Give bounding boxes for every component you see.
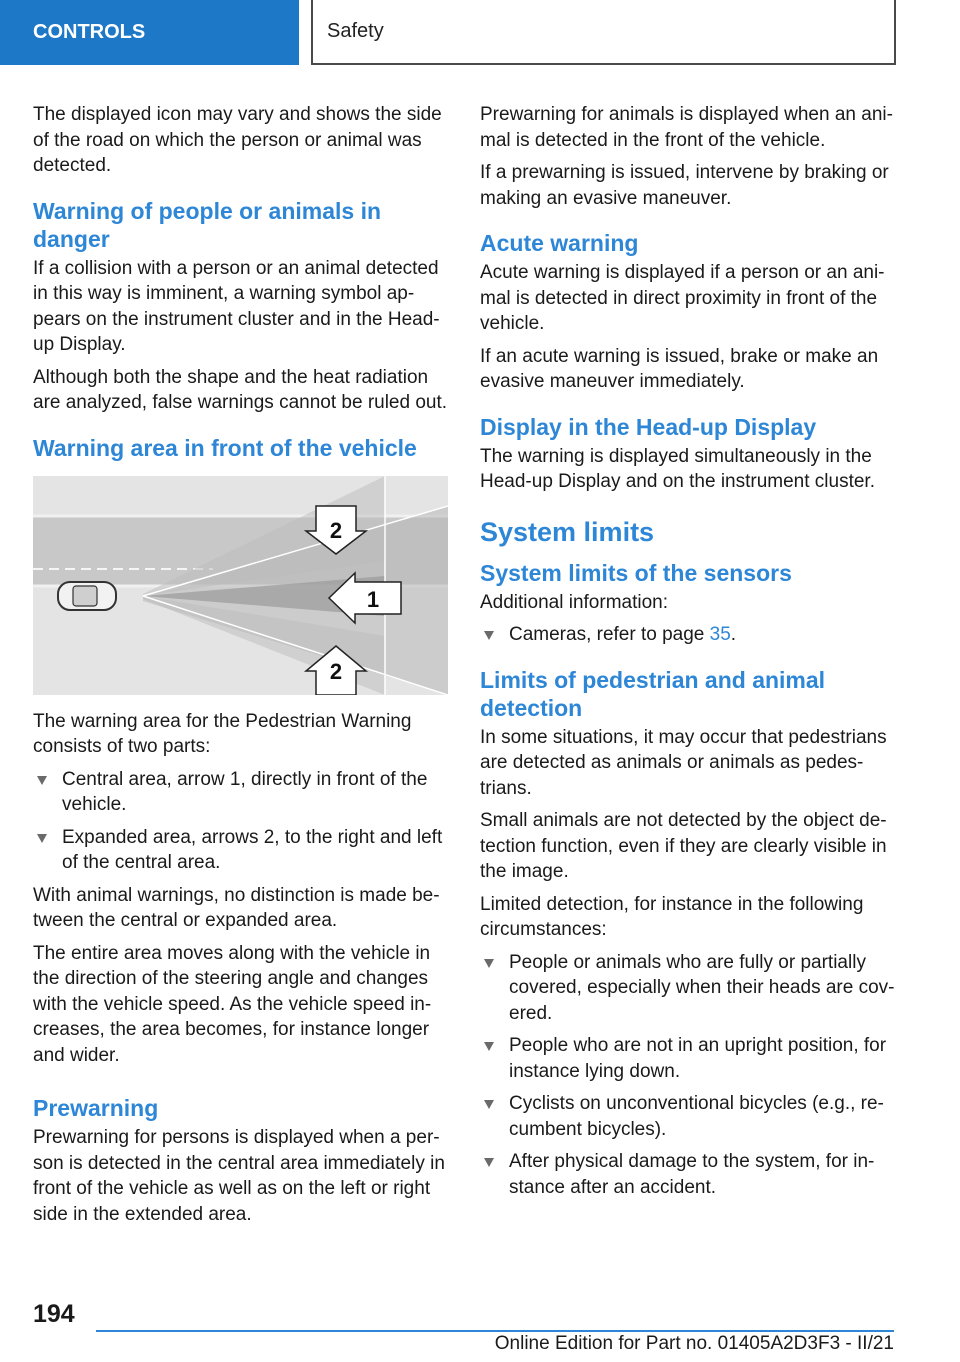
heading-system-limits: System limits [480,516,655,547]
right-column [480,102,896,1207]
detection-list [480,950,896,1201]
page-link[interactable]: 35 [709,624,731,645]
heading-warning-area: Warning area in front of the vehicle [33,434,417,461]
bullet-triangle-icon [484,959,494,968]
heading-detection-limits: Limits of pedestrian and animal detection [480,666,826,721]
intro-paragraph: The displayed icon may vary and shows the side of the road on which the person or animal was detected. [33,104,442,176]
sensor-paragraph: Additional information: [480,591,668,613]
bullet-triangle-icon [484,1100,494,1109]
bullet-triangle-icon [484,1158,494,1167]
arrow-label-2-top: 2 [329,517,343,543]
left-column [33,102,448,1234]
car-icon [58,582,116,610]
list-item: Expanded area, arrows 2, to the right and left of the central area. [33,825,448,876]
detection-paragraph-1: In some situations, it may occur that pedestrians are detected as animals or animals as pedes-trians. [480,726,887,799]
page-number: 194 [33,1300,75,1328]
bullet-triangle-icon [484,631,494,640]
prewarning-paragraph-1: Prewarning for persons is displayed when a per-son is detected in the central area immediately in front of the vehicle as well as on the left or right side in the extended area. [33,1127,445,1225]
area-paragraph-2: With animal warnings, no distinction is made be-tween the central or expanded area. [33,884,440,931]
bullet-triangle-icon [484,1042,494,1051]
chapter-tab [311,0,896,65]
prewarning-paragraph-3: If a prewarning is issued, intervene by braking or making an evasive maneuver. [480,162,889,209]
acute-paragraph-2: If an acute warning is issued, brake or make an evasive maneuver immediately. [480,345,879,392]
prewarning-paragraph-2: Prewarning for animals is displayed when an ani-mal is detected in the front of the vehicle. [480,104,893,151]
area-list [33,767,448,876]
list-item: After physical damage to the system, for in-stance after an accident. [480,1149,896,1200]
chapter-title: Safety [327,20,384,42]
bullet-triangle-icon [37,834,47,843]
sensor-list [480,622,896,648]
acute-paragraph-1: Acute warning is displayed if a person or an ani-mal is detected in direct proximity in front of the vehicle. [480,262,885,334]
danger-paragraph-2: Although both the shape and the heat radiation are analyzed, false warnings cannot be ruled out. [33,366,448,413]
list-item: People or animals who are fully or partially covered, especially when their heads are cov-ered. [480,950,896,1027]
list-item: Cyclists on unconventional bicycles (e.g., re-cumbent bicycles). [480,1091,896,1142]
detection-paragraph-3: Limited detection, for instance in the following circumstances: [480,893,864,940]
danger-paragraph-1: If a collision with a person or an animal detected in this way is imminent, a warning symbol ap-pears on the instrument cluster and in the Head-up Display. [33,257,440,355]
list-item: Central area, arrow 1, directly in front of the vehicle. [33,767,448,818]
heading-danger: Warning of people or animals in danger [33,197,382,252]
arrow-label-1: 1 [366,586,380,612]
footer-edition: Online Edition for Part no. 01405A2D3F3 - II/21 [494,1333,894,1354]
area-paragraph-3: The entire area moves along with the vehicle in the direction of the steering angle and changes with the vehicle speed. As the vehicle speed in-creases, the area becomes, for instance longer and wider. [33,942,432,1066]
list-item: People who are not in an upright position, for instance lying down. [480,1033,896,1084]
detection-paragraph-2: Small animals are not detected by the object de-tection function, even if they are clearly visible in the image. [480,810,887,882]
warning-area-diagram [33,476,448,695]
hud-paragraph: The warning is displayed simultaneously in the Head-up Display and on the instrument cluster. [480,445,875,492]
heading-sensor-limits: System limits of the sensors [480,559,792,586]
area-paragraph-1: The warning area for the Pedestrian Warning consists of two parts: [33,710,412,757]
heading-acute-warning: Acute warning [480,230,639,256]
section-title: CONTROLS [33,21,146,43]
list-item: Cameras, refer to page 35. [480,622,896,648]
bullet-triangle-icon [37,776,47,785]
heading-hud: Display in the Head-up Display [480,413,817,440]
arrow-label-2-bottom: 2 [329,658,343,684]
section-tab [0,0,299,65]
warning-area-figure [33,476,448,695]
heading-prewarning: Prewarning [33,1095,159,1121]
footer-divider [96,1330,894,1332]
